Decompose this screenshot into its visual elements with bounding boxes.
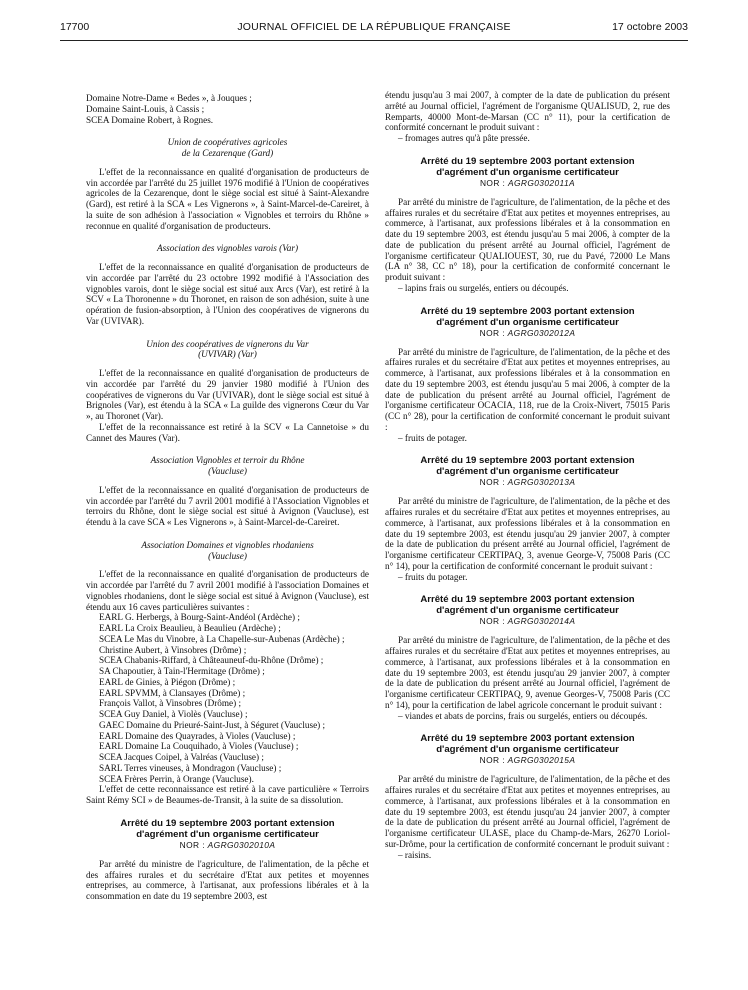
list-item: SCEA Jacques Coipel, à Valréas (Vaucluse) ; (99, 752, 264, 762)
paragraph: Par arrêté du ministre de l'agriculture, de l'alimentation, de la pêche et des affaires rurales et du secrétaire d'Etat aux petites et moyennes entreprises, au commerce, à l'artisanat, aux professions libérales et à la consommation en date du 19 septembre 2003, est étendu jusqu'au 29 janvier 2007, à compter de la date de publication du présent arrêté au Journal officiel, l'agrément de l'organisme certificateur CERTIPAQ, 9, avenue Georges-V, 75008 Paris (CC n° 14), pour la certification de label agricole concernant le produit suivant : (385, 635, 670, 710)
cave-list (86, 612, 369, 784)
list-item: SCEA Chabanis-Riffard, à Châteauneuf-du-Rhône (Drôme) ; (99, 655, 324, 666)
paragraph: L'effet de la reconnaissance est retiré à la SCV « La Cannetoise » du Cannet des Maures (Var). (86, 421, 369, 443)
section-title: (Vaucluse) (208, 466, 247, 476)
list-item: EARL Domaine La Couquihado, à Violes (Vaucluse) ; (99, 741, 299, 752)
nor-label: NOR : (479, 477, 505, 488)
nor-label: NOR : (479, 755, 505, 766)
list-item: EARL La Croix Beaulieu, à Beaulieu (Ardèche) ; (99, 623, 281, 633)
arrete-title: d'agrément d'un organisme certificateur (136, 828, 319, 840)
list-item: SCEA Guy Daniel, à Violès (Vaucluse) ; (99, 709, 248, 719)
list-item: SA Chapoutier, à Tain-l'Hermitage (Drôme) ; (99, 666, 265, 676)
list-item: GAEC Domaine du Prieuré-Saint-Just, à Séguret (Vaucluse) ; (99, 719, 326, 730)
paragraph: L'effet de cette reconnaissance est retiré à la cave particulière « Terroirs Saint Rémy SCI » de Beaumes-de-Transit, à la suite de sa dissolution. (86, 784, 369, 805)
nor-label: NOR : (479, 616, 505, 627)
list-item: Domaine Saint-Louis, à Cassis ; (86, 103, 205, 114)
page-number: 17700 (60, 21, 90, 33)
arrete-block (385, 144, 670, 294)
list-item: SCEA Frères Perrin, à Orange (Vaucluse). (99, 773, 254, 784)
arrete-title: d'agrément d'un organisme certificateur (436, 605, 619, 617)
nor-code: AGRG0302013A (507, 477, 576, 488)
arrete-title: d'agrément d'un organisme certificateur (436, 316, 619, 328)
nor-reference (385, 328, 670, 339)
nor-code: AGRG0302010A (207, 839, 276, 850)
list-item: Domaine Notre-Dame « Bedes », à Jouques ; (86, 93, 252, 103)
paragraph: Par arrêté du ministre de l'agriculture, de l'alimentation, de la pêche et des affaires rurales et du secrétaire d'Etat aux petites et moyennes entreprises, au commerce, à l'artisanat, aux professions libérales et à la consommation en date du 19 septembre 2003, est étendu jusqu'au 29 janvier 2007, à compter de la date de publication du présent arrêté au Journal officiel, l'agrément de l'organisme certificateur CERTIPAQ, 3, avenue George-V, 75008 Paris (CC n° 14), pour la certification de conformité concernant le produit suivant : (385, 496, 670, 571)
list-item: François Vallot, à Vinsobres (Drôme) ; (99, 698, 241, 709)
paragraph: L'effet de la reconnaissance en qualité d'organisation de producteurs de vin accordée par l'arrêté du 25 juillet 1976 modifié à l'Union de coopératives agricoles de la Cezarenque, dont le siège social est situé à Saint-Alexandre (Gard), est retiré à la SCA « Les Vignerons », à Saint-Marcel-de-Careiret, à la suite de son adhésion à l'association « Vignobles et terroirs du Rhône » reconnue en qualité d'organisation de producteurs. (86, 166, 369, 231)
section-title: (Vaucluse) (208, 550, 247, 561)
arrete-title: d'agrément d'un organisme certificateur (436, 744, 619, 756)
nor-reference (86, 840, 369, 851)
arrete-title: Arrêté du 19 septembre 2003 portant extension (420, 594, 635, 606)
paragraph: étendu jusqu'au 3 mai 2007, à compter de la date de publication du présent arrêté au Journal officiel, l'agrément de l'organisme QUALISUD, 2, rue des Remparts, 40000 Mont-de-Marsan (CC n° 11), pour la certification de conformité concernant le produit suivant : (385, 90, 670, 133)
arrete-block (385, 443, 670, 582)
section-title: de la Cezarenque (Gard) (181, 148, 274, 158)
list-item: Christine Aubert, à Vinsobres (Drôme) ; (99, 644, 247, 655)
paragraph: Par arrêté du ministre de l'agriculture, de l'alimentation, de la pêche et des affaires rurales et du secrétaire d'Etat aux petites et moyennes entreprises, au commerce, à l'artisanat, aux professions libérales et à la consommation en date du 19 septembre 2003, est étendu jusqu'au 5 mai 2006, à compter de la date de publication du présent arrêté au Journal officiel, l'agrément de l'organisme certificateur QUALIOUEST, 30, rue du Pavé, 72000 Le Mans (LA n° 38, CC n° 18), pour la certification de conformité concernant le produit suivant : (385, 196, 670, 282)
paragraph: L'effet de la reconnaissance en qualité d'organisation de producteurs de vin accordée par l'arrêté du 7 avril 2001 modifié à l'Association Vignobles et terroirs du Rhône, dont le siège social est situé à Avignon (Vaucluse), est étendu à la cave SCA « Les Vignerons », à Saint-Marcel-de-Careiret. (86, 484, 369, 527)
nor-reference (385, 616, 670, 627)
nor-code: AGRG0302011A (507, 177, 576, 188)
arrete-title: d'agrément d'un organisme certificateur (436, 166, 619, 178)
list-item: SARL Terres vineuses, à Mondragon (Vaucluse) ; (99, 762, 282, 773)
nor-reference (385, 477, 670, 488)
nor-label: NOR : (479, 177, 506, 188)
header-rule (60, 40, 688, 41)
page-header (60, 21, 688, 35)
list-item: – fruits de potager. (398, 432, 467, 443)
paragraph: Par arrêté du ministre de l'agriculture, de l'alimentation, de la pêche et des affaires rurales et du secrétaire d'Etat aux petites et moyennes entreprises, au commerce, à l'artisanat, aux professions libérales et à la consommation en date du 19 septembre 2003, est étendu jusqu'au 5 mai 2006, à compter de la date de publication du présent arrêté au Journal officiel, l'agrément de l'organisme certificateur OCACIA, 118, rue de la Croix-Nivert, 75015 Paris (CC n° 28), pour la certification de conformité concernant le produit suivant : (385, 346, 670, 432)
section-title: Union de coopératives agricoles (167, 137, 288, 148)
paragraph: L'effet de la reconnaissance en qualité d'organisation de producteurs de vin accordée par l'arrêté du 29 janvier 1980 modifié à l'Union des coopératives de vignerons du Var (UVIVAR), dont le siège social est situé à Brignoles (Var), est étendu à la SCA « La guilde des vignerons Cœur du Var », au Thoronet (Var). (86, 368, 369, 421)
section-title: Association Vignobles et terroir du Rhône (150, 455, 305, 466)
journal-title: JOURNAL OFFICIEL DE LA RÉPUBLIQUE FRANÇAISE (237, 21, 511, 33)
nor-label: NOR : (479, 327, 505, 338)
section-title: (UVIVAR) (Var) (198, 349, 257, 360)
nor-reference (385, 178, 670, 189)
paragraph: L'effet de la reconnaissance en qualité d'organisation de producteurs de vin accordée par l'arrêté du 23 octobre 1992 modifié à l'Association des vignobles varois, dont le siège social est situé aux Arcs (Var), est retiré à la SCV « La Thoronenne » du Thoronet, en raison de son adhésion, suite à une opération de fusion-absorption, à l'Union des coopératives de vignerons du Var (UVIVAR). (86, 262, 369, 326)
arrete-title: Arrêté du 19 septembre 2003 portant extension (420, 305, 635, 317)
list-item: EARL Domaine des Quayrades, à Violes (Vaucluse) ; (99, 730, 296, 741)
intro-list (86, 93, 369, 125)
list-item: – fruits du potager. (398, 571, 468, 582)
nor-label: NOR : (179, 839, 205, 850)
nor-reference (385, 755, 670, 766)
paragraph: Par arrêté du ministre de l'agriculture, de l'alimentation, de la pêche et des affaires rurales et du secrétaire d'Etat aux petites et moyennes entreprises, au commerce, à l'artisanat, aux professions libérales et à la consommation en date du 19 septembre 2003, est étendu jusqu'au 24 janvier 2007, à compter de la date de publication du présent arrêté au Journal officiel, l'agrément de l'organisme certificateur ULASE, place du Champ-de-Mars, 26270 Loriol-sur-Drôme, pour la certification de conformité concernant le produit suivant : (385, 774, 670, 849)
arrete-block (385, 294, 670, 444)
arrete-block (385, 721, 670, 860)
arrete-title: Arrêté du 19 septembre 2003 portant extension (420, 155, 635, 167)
list-item: EARL SPVMM, à Clansayes (Drôme) ; (99, 687, 246, 698)
list-item: – fromages autres qu'à pâte pressée. (398, 133, 530, 143)
arrete-title: d'agrément d'un organisme certificateur (436, 466, 619, 478)
section-title: Association des vignobles varois (Var) (156, 243, 299, 254)
arrete-block (385, 582, 670, 721)
section-title: Association Domaines et vignobles rhodaniens (141, 539, 314, 550)
nor-code: AGRG0302014A (507, 616, 576, 627)
right-column (385, 90, 670, 860)
list-item: EARL G. Herbergs, à Bourg-Saint-Andéol (Ardèche) ; (99, 612, 300, 623)
nor-code: AGRG0302012A (507, 327, 576, 338)
list-item: SCEA Domaine Robert, à Rognes. (86, 114, 214, 125)
list-item: – lapins frais ou surgelés, entiers ou découpés. (398, 282, 569, 293)
arrete-title: Arrêté du 19 septembre 2003 portant extension (420, 455, 635, 467)
issue-date: 17 octobre 2003 (612, 21, 688, 33)
arrete-title: Arrêté du 19 septembre 2003 portant extension (420, 733, 635, 745)
nor-code: AGRG0302015A (507, 755, 576, 766)
list-item: – viandes et abats de porcins, frais ou surgelés, entiers ou découpés. (398, 710, 648, 721)
list-item: – raisins. (398, 849, 432, 860)
list-item: EARL de Ginies, à Piégon (Drôme) ; (99, 676, 236, 687)
left-column (86, 93, 369, 902)
section-title: Union des coopératives de vignerons du Var (146, 338, 309, 349)
paragraph: L'effet de la reconnaissance en qualité d'organisation de producteurs de vin accordée par l'arrêté du 7 avril 2001 modifié à l'association Domaines et vignobles rhodaniens, dont le siège social est situé à Avignon (Vaucluse), est étendu aux 16 caves particulières suivantes : (86, 569, 369, 612)
paragraph: Par arrêté du ministre de l'agriculture, de l'alimentation, de la pêche et des affaires rurales et du secrétaire d'Etat aux petites et moyennes entreprises, au commerce, à l'artisanat, aux professions libérales et à la consommation en date du 19 septembre 2003, est (86, 858, 369, 901)
arrete-title: Arrêté du 19 septembre 2003 portant extension (120, 817, 335, 829)
list-item: SCEA Le Mas du Vinobre, à La Chapelle-sur-Aubenas (Ardèche) ; (99, 633, 345, 644)
